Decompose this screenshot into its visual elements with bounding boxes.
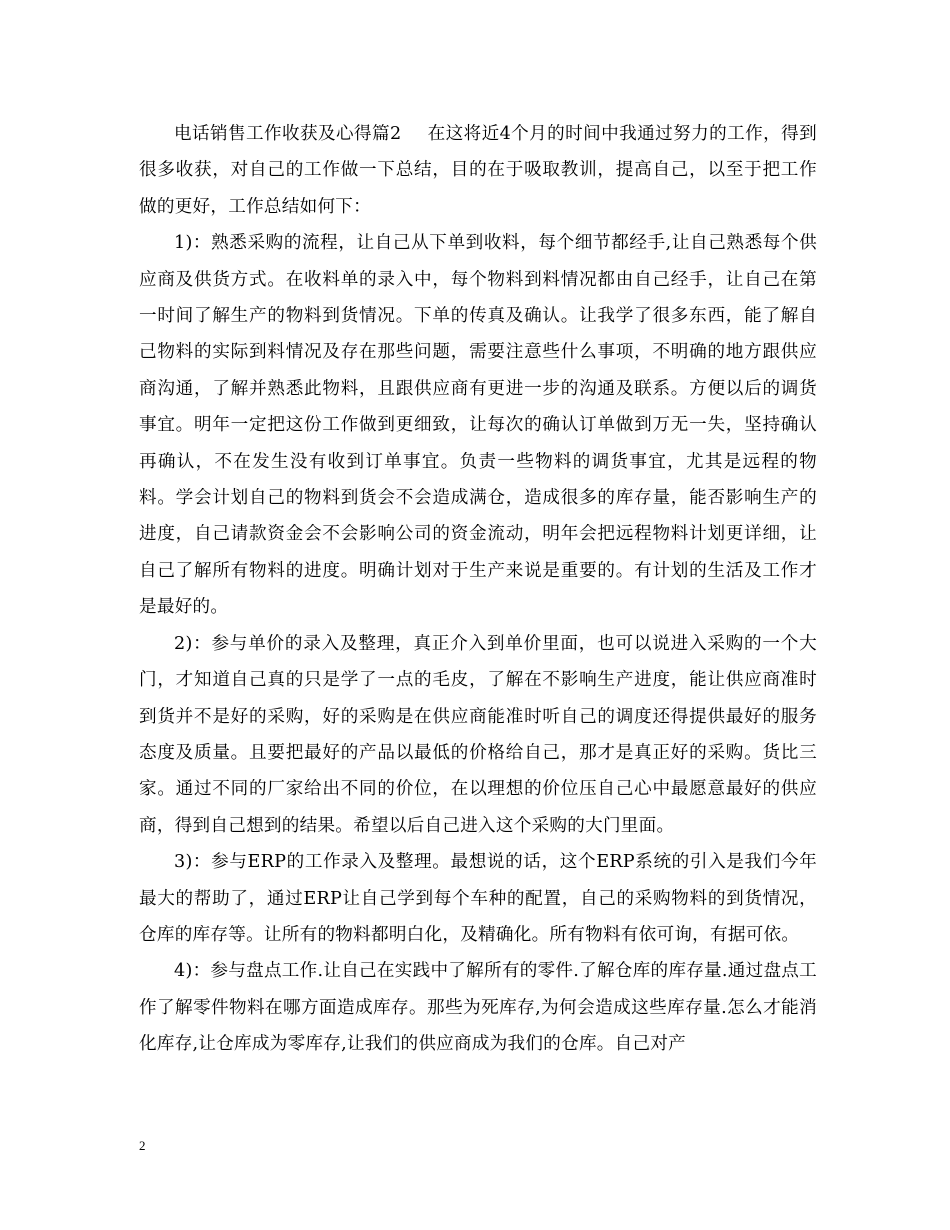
paragraph-2: 2)：参与单价的录入及整理，真正介入到单价里面，也可以说进入采购的一个大门，才知道自己真的只是学了一点的毛皮，了解在不影响生产进度，能让供应商准时到货并不是好的采购，好的采购是在供应商能准时听自己的调度还得提供最好的服务态度及质量。且要把最好的产品以最低的价格给自己，那才是真正好的采购。货比三家。通过不同的厂家给出不同的价位，在以理想的价位压自己心中最愿意最好的供应商，得到自己想到的结果。希望以后自己进入这个采购的大门里面。 [139,633,817,836]
page-number: 2 [139,1138,146,1153]
document-title: 电话销售工作收获及心得篇2 [174,124,402,144]
paragraph-4: 4)：参与盘点工作.让自己在实践中了解所有的零件.了解仓库的库存量.通过盘点工作了解零件物料在哪方面造成库存。那些为死库存,为何会造成这些库存量.怎么才能消化库存,让仓库成为零库存,让我们的供应商成为我们的仓库。自己对产 [139,961,817,1055]
paragraph-3: 3)：参与ERP的工作录入及整理。最想说的话，这个ERP系统的引入是我们今年最大的帮助了，通过ERP让自己学到每个车种的配置，自己的采购物料的到货情况，仓库的库存等。让所有的物料都明白化，及精确化。所有物料有依可询，有据可依。 [139,852,817,945]
paragraph-1: 1)：熟悉采购的流程，让自己从下单到收料，每个细节都经手,让自己熟悉每个供应商及供货方式。在收料单的录入中，每个物料到料情况都由自己经手，让自己在第一时间了解生产的物料到货情况。下单的传真及确认。让我学了很多东西，能了解自己物料的实际到料情况及存在那些问题，需要注意些什么事项，不明确的地方跟供应商沟通，了解并熟悉此物料，且跟供应商有更进一步的沟通及联系。方便以后的调货事宜。明年一定把这份工作做到更细致，让每次的确认订单做到万无一失，坚持确认再确认，不在发生没有收到订单事宜。负责一些物料的调货事宜，尤其是远程的物料。学会计划自己的物料到货会不会造成满仓，造成很多的库存量，能否影响生产的进度，自己请款资金会不会影响公司的资金流动，明年会把远程物料计划更详细，让自己了解所有物料的进度。明确计划对于生产来说是重要的。有计划的生活及工作才是最好的。 [139,233,817,618]
intro-paragraph [139,116,817,225]
intro-text: 在这将近4个月的时间中我通过努力的工作，得到很多收获，对自己的工作做一下总结，目的在于吸取教训，提高自己，以至于把工作做的更好，工作总结如何下： [139,124,817,217]
document-body [139,116,817,1063]
